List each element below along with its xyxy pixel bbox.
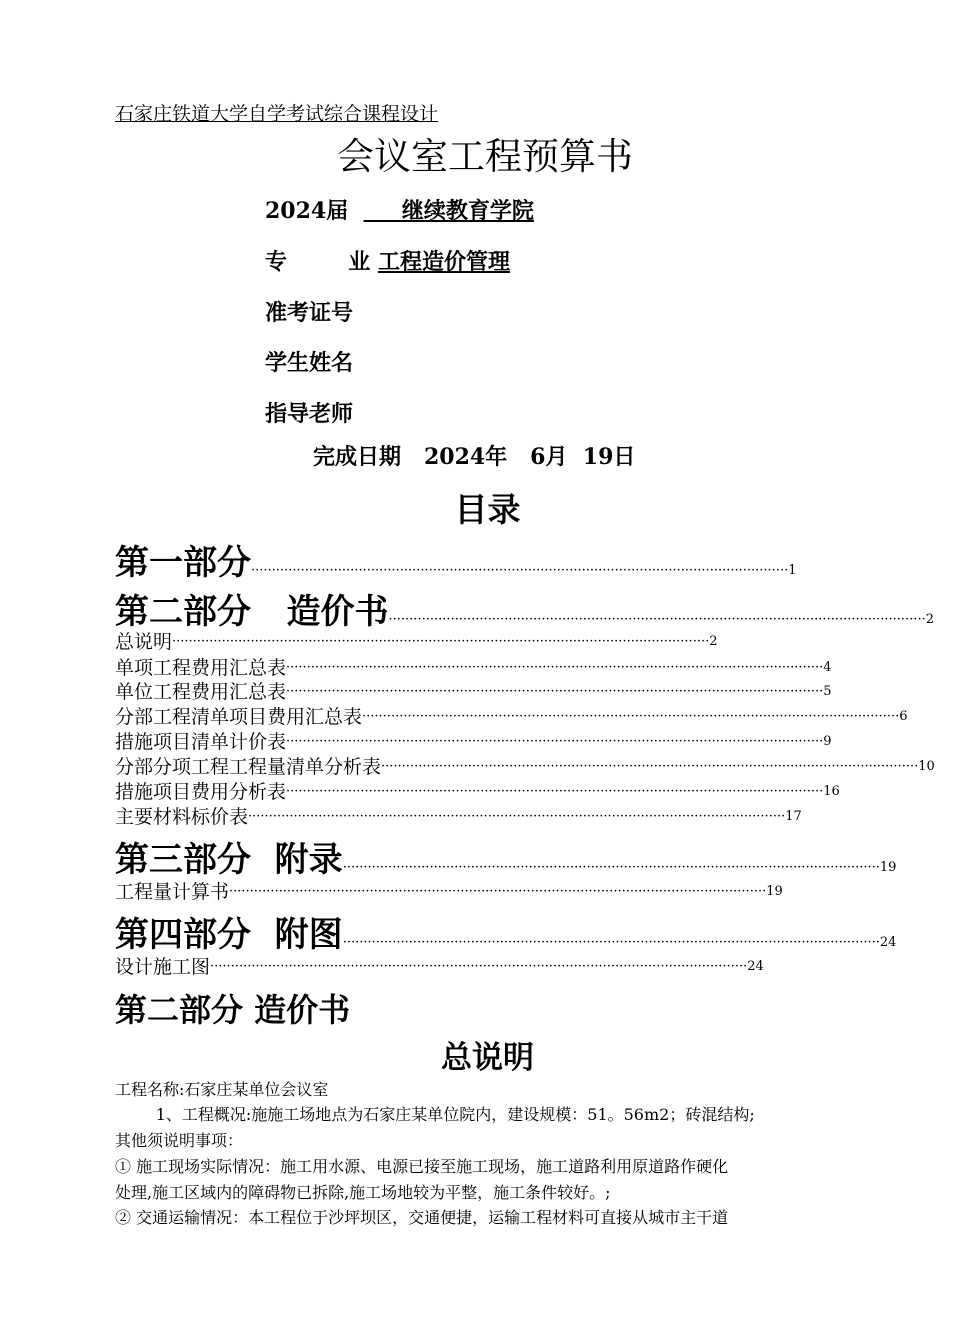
- toc-entry[interactable]: [115, 780, 840, 804]
- body-line: 处理,施工区域内的障碍物已拆除,施工场地较为平整，施工条件较好。;: [115, 1183, 611, 1202]
- body-line: ① 施工现场实际情况：施工用水源、电源已接至施工现场，施工道路利用原道路作硬化: [115, 1157, 729, 1176]
- toc-entry-text: 工程量计算书: [115, 881, 230, 903]
- toc-leader: ··································································································································: [342, 860, 880, 875]
- summary-title: 总说明: [441, 1040, 534, 1076]
- toc-entry[interactable]: [115, 630, 718, 654]
- toc-page-number: 10: [918, 759, 935, 774]
- toc-page-number: 4: [823, 660, 832, 675]
- toc-entry[interactable]: [115, 805, 802, 829]
- toc-leader: ··································································································································: [229, 884, 767, 899]
- toc-entry[interactable]: [115, 880, 783, 904]
- year-label: 2024届: [265, 198, 349, 224]
- toc-leader: ··································································································································: [362, 709, 900, 724]
- toc-entry[interactable]: [115, 755, 935, 779]
- toc-leader: ··································································································································: [286, 734, 824, 749]
- toc-page-number: 17: [785, 809, 802, 824]
- toc-entry[interactable]: [115, 832, 897, 881]
- toc-page-number: 5: [823, 684, 832, 699]
- toc-page-number: 19: [766, 884, 783, 899]
- toc-leader: ··································································································································: [248, 809, 786, 824]
- section-heading: 第二部分 造价书: [115, 991, 351, 1029]
- toc-page-number: 24: [747, 959, 764, 974]
- toc-entry-text: 第四部分 附图: [115, 915, 343, 955]
- toc-page-number: 2: [709, 634, 718, 649]
- toc-entry-text: 第二部分 造价书: [115, 592, 389, 632]
- college-value: 继续教育学院: [401, 198, 534, 224]
- toc-entry[interactable]: [115, 680, 832, 704]
- toc-entry[interactable]: [115, 584, 934, 633]
- toc-entry-text: 措施项目清单计价表: [115, 731, 287, 753]
- toc-entry-text: 单位工程费用汇总表: [115, 681, 287, 703]
- toc-page-number: 9: [823, 734, 832, 749]
- toc-entry-text: 主要材料标价表: [115, 806, 249, 828]
- toc-leader: ··································································································································: [286, 684, 824, 699]
- toc-entry-text: 第三部分 附录: [115, 840, 343, 880]
- exam-id-label: 准考证号: [265, 300, 354, 326]
- toc-page-number: 16: [823, 784, 840, 799]
- toc-leader: ··································································································································: [251, 563, 789, 578]
- toc-leader: ··································································································································: [388, 612, 926, 627]
- toc-leader: ··································································································································: [286, 784, 824, 799]
- body-line: 其他须说明事项：: [115, 1131, 244, 1150]
- body-line: ② 交通运输情况：本工程位于沙坪坝区，交通便捷，运输工程材料可直接从城市主干道: [115, 1208, 729, 1227]
- toc-title: 目录: [454, 490, 521, 529]
- toc-entry-text: 设计施工图: [115, 956, 211, 978]
- year-college-line: [265, 194, 534, 225]
- toc-entry-text: 分部工程清单项目费用汇总表: [115, 706, 363, 728]
- toc-entry[interactable]: [115, 656, 832, 680]
- student-name-label: 学生姓名: [265, 350, 354, 376]
- major-value: 工程造价管理: [377, 249, 510, 275]
- toc-page-number: 24: [879, 935, 897, 950]
- toc-entry[interactable]: [115, 907, 897, 956]
- toc-page-number: 6: [899, 709, 908, 724]
- toc-entry-text: 分部分项工程工程量清单分析表: [115, 756, 382, 778]
- toc-page-number: 1: [788, 563, 797, 578]
- toc-entry-text: 措施项目费用分析表: [115, 781, 287, 803]
- toc-entry-text: 总说明: [115, 631, 173, 653]
- completion-date: 完成日期 2024年 6月 19日: [313, 444, 636, 470]
- toc-page-number: 19: [879, 860, 897, 875]
- toc-leader: ··································································································································: [286, 660, 824, 675]
- toc-leader: ··································································································································: [172, 634, 710, 649]
- toc-leader: ··································································································································: [342, 935, 880, 950]
- toc-entry[interactable]: [115, 730, 832, 754]
- toc-entry-text: 单项工程费用汇总表: [115, 657, 287, 679]
- toc-leader: ··································································································································: [210, 959, 748, 974]
- body-line: 工程名称:石家庄某单位会议室: [115, 1080, 329, 1099]
- toc-page-number: 2: [925, 612, 934, 627]
- advisor-label: 指导老师: [265, 401, 354, 427]
- major-label: 专 业: [265, 249, 371, 275]
- body-line: 1、工程概况:施施工场地点为石家庄某单位院内，建设规模：51。56m2；砖混结构;: [115, 1105, 755, 1124]
- toc-entry[interactable]: [115, 705, 908, 729]
- major-line: [265, 245, 510, 276]
- toc-entry[interactable]: [115, 535, 797, 584]
- toc-leader: ··································································································································: [381, 759, 919, 774]
- toc-entry[interactable]: [115, 955, 764, 979]
- toc-entry-text: 第一部分: [115, 543, 251, 583]
- school-title: 石家庄铁道大学自学考试综合课程设计: [115, 103, 439, 125]
- document-title: 会议室工程预算书: [337, 135, 633, 178]
